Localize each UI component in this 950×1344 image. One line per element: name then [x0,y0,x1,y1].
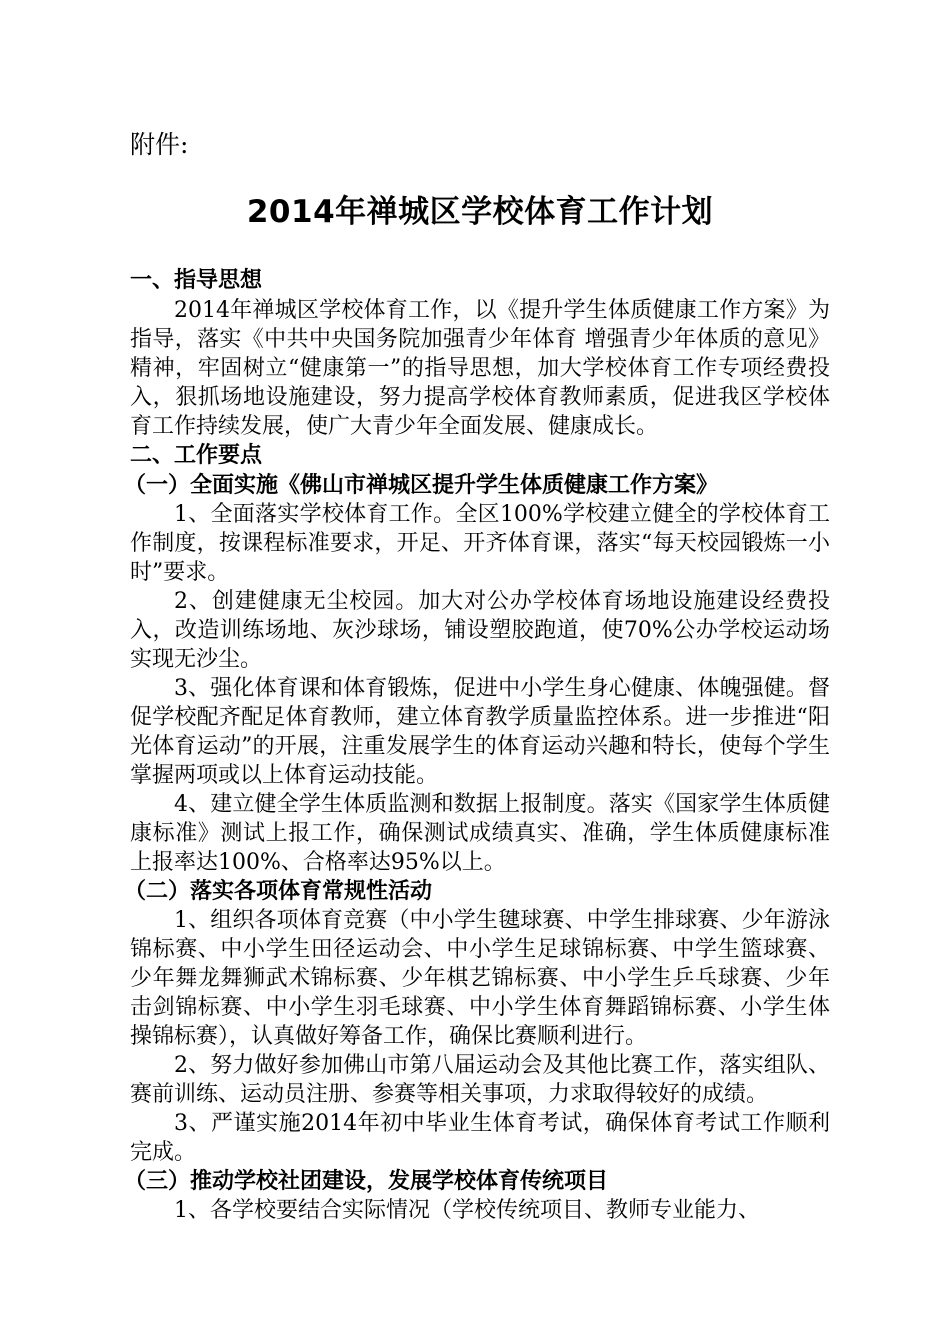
attachment-label: 附件: [130,130,189,159]
section-heading-work-points: 二、工作要点 [130,443,263,468]
paragraph-guiding-thought: 2014年禅城区学校体育工作，以《提升学生体质健康工作方案》为指导，落实《中共中央国务院加强青少年体育 增强青少年体质的意见》精神，牢固树立“健康第一”的指导思想，加大学校体育工作专项经费投入，狠抓场地设施建设，努力提高学校体育教师素质，促进我区学校体育工作持续发展，使广大青少年全面发展、健康成长。 [130,298,830,439]
paragraph-2-3: 3、严谨实施2014年初中毕业生体育考试，确保体育考试工作顺利完成。 [130,1111,830,1165]
paragraph-2-2: 2、努力做好参加佛山市第八届运动会及其他比赛工作，落实组队、赛前训练、运动员注册、参赛等相关事项，力求取得较好的成绩。 [130,1053,830,1107]
subsection-heading-2: （二）落实各项体育常规性活动 [124,879,433,904]
section-heading-guiding-thought: 一、指导思想 [130,268,263,293]
document-title: 2014年禅城区学校体育工作计划 [246,194,714,230]
paragraph-2-1: 1、组织各项体育竞赛（中小学生毽球赛、中学生排球赛、少年游泳锦标赛、中小学生田径运动会、中小学生足球锦标赛、中学生篮球赛、少年舞龙舞狮武术锦标赛、少年棋艺锦标赛、中小学生乒乓球赛、少年击剑锦标赛、中小学生羽毛球赛、中小学生体育舞蹈锦标赛、小学生体操锦标赛），认真做好筹备工作，确保比赛顺利进行。 [130,908,830,1049]
subsection-heading-3: （三）推动学校社团建设，发展学校体育传统项目 [124,1169,609,1194]
paragraph-1-1: 1、全面落实学校体育工作。全区100%学校建立健全的学校体育工作制度，按课程标准要求，开足、开齐体育课，落实“每天校园锻炼一小时”要求。 [130,502,830,585]
paragraph-1-2: 2、创建健康无尘校园。加大对公办学校体育场地设施建设经费投入，改造训练场地、灰沙球场，铺设塑胶跑道，使70%公办学校运动场实现无沙尘。 [130,589,830,672]
paragraph-1-4: 4、建立健全学生体质监测和数据上报制度。落实《国家学生体质健康标准》测试上报工作，确保测试成绩真实、准确，学生体质健康标准上报率达100%、合格率达95%以上。 [130,792,830,875]
paragraph-3-1: 1、各学校要结合实际情况（学校传统项目、教师专业能力、 [174,1198,760,1223]
subsection-heading-1: （一）全面实施《佛山市禅城区提升学生体质健康工作方案》 [124,473,719,498]
document-page [124,128,830,1225]
paragraph-1-3: 3、强化体育课和体育锻炼，促进中小学生身心健康、体魄强健。督促学校配齐配足体育教师，建立体育教学质量监控体系。进一步推进“阳光体育运动”的开展，注重发展学生的体育运动兴趣和特长，使每个学生掌握两项或以上体育运动技能。 [130,676,830,788]
